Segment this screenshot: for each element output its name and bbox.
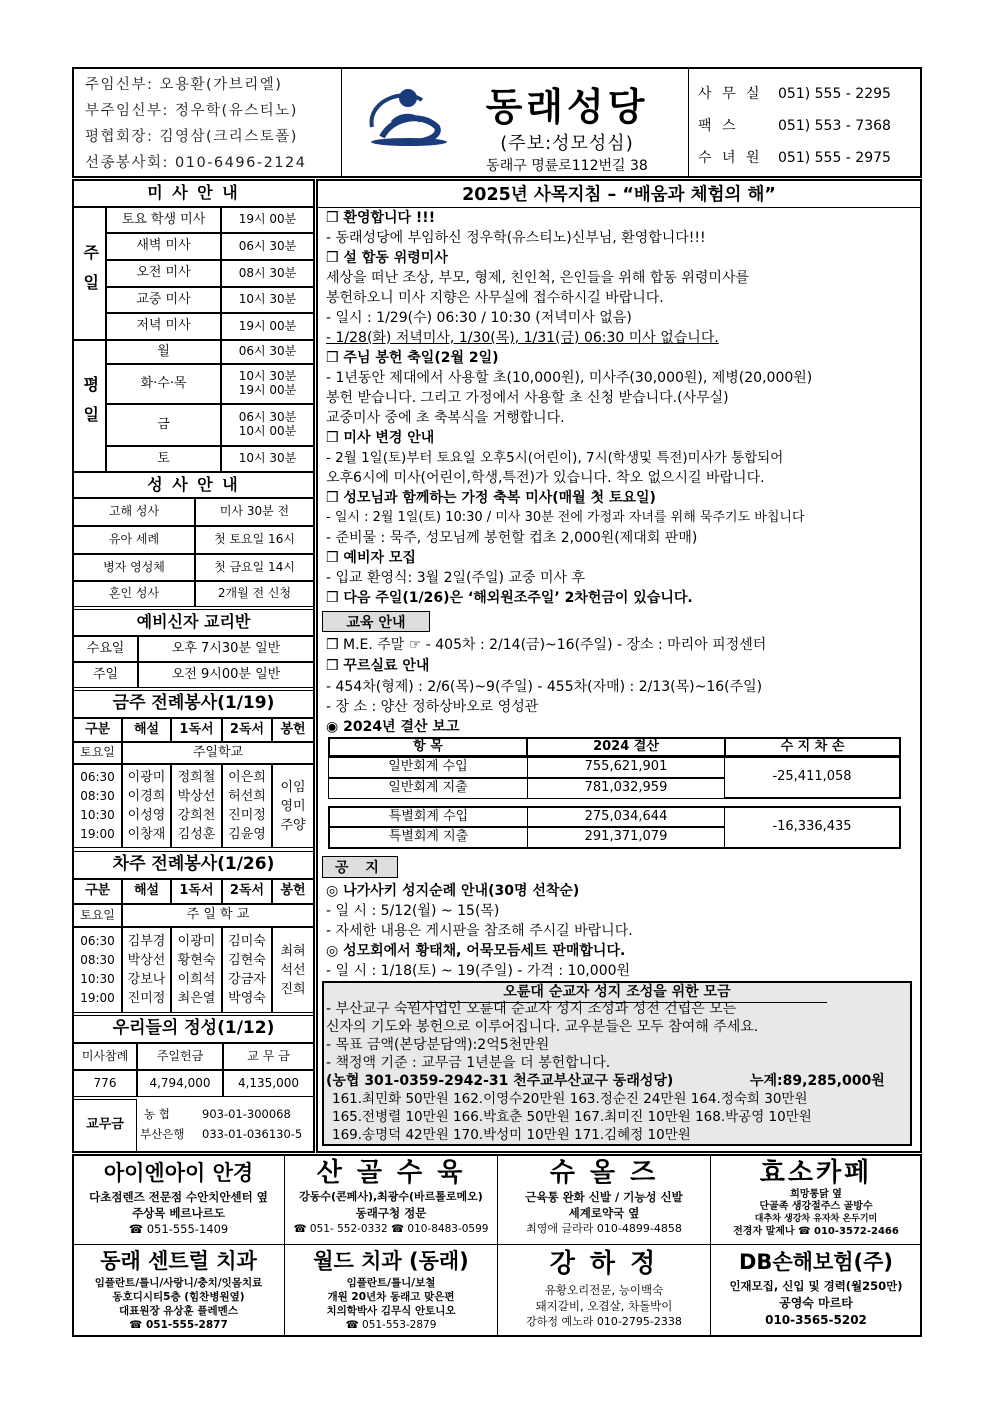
ad-cafe-line2: 단골족 생강절주스 골방수	[759, 1201, 873, 1212]
sunday-mass-1-time: 19시 00분	[221, 207, 314, 233]
ad-sangol	[286, 1157, 496, 1243]
ad-shoes-line1: 근육통 완화 신발 / 기능성 신발	[525, 1190, 683, 1204]
ad-central-line1: 임플란트/틀니/사랑니/충치/잇몸치료	[94, 1277, 263, 1289]
settle-gen-in-val: 755,621,901	[527, 757, 725, 778]
ad-shoes-line3: 최영애 글라라 010-4899-4858	[526, 1222, 682, 1235]
fund-criteria: - 책정액 기준 : 교무금 1년분을 더 봉헌합니다.	[326, 1055, 611, 1071]
ad-insurance-line3: 010-3565-5202	[765, 1313, 867, 1327]
ad-glasses	[74, 1157, 283, 1243]
altar-this-col1: 이광미 이경희 이성영 이창재	[122, 764, 171, 848]
weekday-4: 토	[106, 446, 221, 472]
funeral-service-line: 선종봉사회: 010-6496-2124	[85, 155, 307, 171]
pastor-line: 주임신부: 오용환(가브리엘)	[85, 77, 283, 93]
sale-date: - 일 시 : 1/18(토) ~ 19(주일) - 가격 : 10,000원	[326, 963, 631, 979]
sunday-mass-3-time: 08시 30분	[221, 260, 314, 287]
catechumen-day-1: 수요일	[73, 636, 138, 662]
ad-central-line3: 대표원장 유상훈 플레멘스	[119, 1305, 238, 1317]
ad-insurance-line2: 공영숙 마르타	[779, 1296, 853, 1310]
ad-cafe	[712, 1157, 920, 1243]
header-contacts	[698, 78, 918, 174]
sacrament-1-info: 미사 30분 전	[195, 498, 314, 526]
altar-next-offer: 최혀 석선 진희	[272, 927, 314, 1013]
weekday-4-time: 10시 30분	[221, 446, 314, 472]
ad-shoes-title: 슈 올 즈	[549, 1158, 659, 1188]
offerings-v2: 4,135,000	[223, 1070, 314, 1097]
ad-glasses-title: 아이엔아이 안경	[103, 1161, 254, 1185]
ad-cafe-line3: 대추차 생강차 유자차 온두기미	[754, 1214, 878, 1224]
welcome-text: - 동래성당에 부임하신 정우학(유스티노)신부님, 환영합니다!!!	[326, 230, 706, 246]
weekday-3: 금	[106, 404, 221, 446]
sunday-label: 주일	[73, 207, 106, 340]
altar-this-offer: 이임 영미 주양	[272, 764, 314, 848]
sunday-mass-4: 교중 미사	[106, 287, 221, 313]
fax-number: 051) 553 - 7368	[778, 118, 891, 134]
offerings-h0: 미사참례	[73, 1043, 137, 1070]
mass-change-text-2: 오후6시에 미사(어린이,학생,특전)가 있습니다. 착오 없으시길 바랍니다.	[326, 470, 765, 486]
fund-donors-2: 165.전병렬 10만원 166.박효춘 50만원 167.최미진 10만원 168.박공영 10만원	[332, 1109, 812, 1125]
settle-spec-in-val: 275,034,644	[527, 806, 725, 827]
weekday-2-time: 10시 30분 19시 00분	[221, 364, 314, 404]
cursillo-heading: ❒ 꾸르실료 안내	[326, 658, 430, 674]
altar-this-h1: 해설	[122, 718, 171, 742]
header-left	[85, 72, 335, 176]
me-weekend: ❒ M.E. 주말 ☞ - 405차 : 2/14(금)~16(주일) - 장소 : 마리아 피정센터	[326, 637, 767, 653]
bank1-name: 농 협	[144, 1107, 170, 1121]
church-dues-label: 교무금	[73, 1099, 137, 1152]
sunday-mass-2-time: 06시 30분	[221, 233, 314, 260]
mass-change-text-1: - 2월 1일(토)부터 토요일 오후5시(어린이), 7시(학생및 특전)미사가 통합되어	[326, 450, 784, 466]
sacrament-3: 병자 영성체	[73, 554, 195, 581]
altar-next-sat-label: 토요일	[73, 904, 122, 927]
ad-central-dental	[74, 1246, 283, 1335]
presentation-text-1: - 1년동안 제대에서 사용할 초(10,000원), 미사주(30,000원), 제병(20,000원)	[326, 370, 813, 386]
memorial-heading: ❒ 설 합동 위령미사	[326, 250, 448, 266]
sunday-mass-1: 토요 학생 미사	[106, 207, 221, 233]
ad-world-line4: ☎ 051-553-2879	[345, 1319, 437, 1331]
church-name: 동래성당	[485, 85, 649, 129]
assistant-pastor-line: 부주임신부: 정우학(유스티노)	[85, 103, 298, 119]
sunday-mass-5-time: 19시 00분	[221, 313, 314, 340]
cursillo-dates: - 454차(형제) : 2/6(목)~9(주일) - 455차(자매) : 2/13(목)~16(주일)	[326, 679, 763, 695]
ad-world-dental	[286, 1246, 496, 1335]
ad-sangol-line3: ☎ 051- 552-0332 ☎ 010-8483-0599	[293, 1223, 489, 1235]
settle-spec-out-val: 291,371,079	[527, 827, 725, 849]
education-section-title: 교육 안내	[322, 611, 430, 632]
next-sunday-notice: ❒ 다음 주일(1/26)은 ‘해외원조주일’ 2차헌금이 있습니다.	[326, 590, 693, 606]
offerings-v1: 4,794,000	[137, 1070, 223, 1097]
catechumen-title: 예비신자 교리반	[73, 609, 314, 636]
fund-text-1: - 부산교구 숙원사업인 오륜대 순교자 성지 조성과 성전 건립은 모든	[326, 1001, 737, 1017]
ad-sangol-line1: 강동수(콘페사),최광수(바르톨로메오)	[299, 1190, 483, 1203]
catechumen-time-2: 오전 9시00분 일반	[138, 662, 314, 688]
weekday-1: 월	[106, 340, 221, 364]
presentation-heading: ❒ 주님 봉헌 축일(2월 2일)	[326, 350, 499, 366]
altar-next-title: 차주 전례봉사(1/26)	[73, 851, 314, 879]
family-mass-prep: - 준비물 : 묵주, 성모님께 봉헌할 컵초 2,000원(제대회 판매)	[326, 530, 698, 546]
catechumen-time-1: 오후 7시30분 일반	[138, 636, 314, 662]
ad-sangol-line2: 동래구청 정문	[355, 1206, 427, 1220]
office-number: 051) 555 - 2295	[778, 86, 891, 102]
ad-central-title: 동래 센트럴 치과	[100, 1249, 257, 1273]
settlement-heading: ◉ 2024년 결산 보고	[326, 719, 460, 735]
ad-insurance-title: DB손해보험(주)	[738, 1250, 894, 1274]
mass-change-heading: ❒ 미사 변경 안내	[326, 430, 435, 446]
settle-h2: 수 지 차 손	[724, 737, 901, 757]
ad-insurance-line1: 인재모집, 신입 및 경력(월250만)	[729, 1279, 903, 1293]
altar-this-times: 06:30 08:30 10:30 19:00	[73, 764, 122, 848]
fax-label: 팩 스	[698, 118, 739, 134]
nagasaki-info: - 자세한 내용은 게시판을 참조해 주시길 바랍니다.	[326, 923, 633, 939]
offerings-h2: 교 무 금	[223, 1043, 314, 1070]
memorial-date: - 일시 : 1/29(수) 06:30 / 10:30 (저녁미사 없음)	[326, 310, 632, 326]
sacrament-4-info: 2개월 전 신청	[195, 581, 314, 607]
offerings-h1: 주일헌금	[137, 1043, 223, 1070]
ad-restaurant	[499, 1246, 709, 1335]
sunday-mass-5: 저녁 미사	[106, 313, 221, 340]
sunday-mass-3: 오전 미사	[106, 260, 221, 287]
altar-next-h4: 봉헌	[272, 879, 314, 904]
altar-next-h2: 1독서	[171, 879, 222, 904]
settle-gen-out: 일반회계 지출	[328, 778, 528, 799]
ad-shoes	[499, 1157, 709, 1243]
sacrament-2: 유아 세례	[73, 526, 195, 554]
weekday-1-time: 06시 30분	[221, 340, 314, 364]
church-address: 동래구 명륜로112번길 38	[486, 158, 648, 174]
ad-glasses-line1: 다초점렌즈 전문점 수안치안센터 옆	[89, 1190, 268, 1204]
presentation-text-3: 교중미사 중에 초 축복식을 거행합니다.	[326, 410, 565, 426]
family-mass-text: - 일시 : 2월 1일(토) 10:30 / 미사 30분 전에 가정과 자녀를 위해 묵주기도 바칩니다	[326, 510, 805, 525]
settle-gen-out-val: 781,032,959	[527, 778, 725, 799]
nagasaki-date: - 일 시 : 5/12(월) ~ 15(목)	[326, 903, 500, 919]
altar-next-col1: 김부경 박상선 강보나 진미정	[122, 927, 171, 1013]
altar-this-sat-label: 토요일	[73, 742, 122, 764]
ad-glasses-line3: ☎ 051-555-1409	[128, 1222, 229, 1236]
presentation-text-2: 봉헌 받습니다. 그리고 가정에서 사용할 초 신청 받습니다.(사무실)	[326, 390, 729, 406]
memorial-no-mass: - 1/28(화) 저녁미사, 1/30(목), 1/31(금) 06:30 미사 없습니다.	[326, 330, 719, 346]
altar-this-title: 금주 전례봉사(1/19)	[73, 690, 314, 718]
ad-restaurant-line1: 유황오리전문, 능이백숙	[544, 1283, 664, 1297]
office-label: 사 무 실	[698, 86, 763, 102]
convent-number: 051) 555 - 2975	[778, 150, 891, 166]
catechumen-text: - 입교 환영식: 3월 2일(주일) 교중 미사 후	[326, 570, 585, 586]
offerings-title: 우리들의 정성(1/12)	[73, 1015, 314, 1043]
ad-shoes-line2: 세계로약국 옆	[568, 1206, 640, 1220]
bank-accounts	[140, 1104, 312, 1144]
altar-next-col3: 김미숙 김현숙 강금자 박영숙	[222, 927, 272, 1013]
fund-text-2: 신자의 기도와 봉헌으로 이루어집니다. 교우분들은 모두 참여해 주세요.	[326, 1019, 759, 1035]
fund-title: 오륜대 순교자 성지 조성을 위한 모금	[407, 983, 827, 1003]
settle-gen-diff: -25,411,058	[724, 757, 901, 799]
council-president-line: 평협회장: 김영삼(크리스토폴)	[85, 129, 298, 145]
family-mass-heading: ❒ 성모님과 함께하는 가정 축복 미사(매월 첫 토요일)	[326, 490, 656, 506]
fund-account: (농협 301-0359-2942-31 천주교부산교구 동래성당)	[326, 1073, 674, 1089]
catechumen-day-2: 주일	[73, 662, 138, 688]
ad-sangol-title: 산 골 수 육	[316, 1158, 466, 1188]
altar-next-sat-value: 주 일 학 교	[122, 904, 314, 927]
ad-central-line4: ☎ 051-555-2877	[129, 1319, 228, 1331]
welcome-heading: ❒ 환영합니다 !!!	[326, 210, 436, 226]
memorial-text-2: 봉헌하오니 미사 지향은 사무실에 접수하시길 바랍니다.	[326, 290, 664, 306]
sacrament-4: 혼인 성사	[73, 581, 195, 607]
ad-cafe-line1: 희망통닭 옆	[790, 1189, 842, 1200]
altar-this-h3: 2독서	[222, 718, 272, 742]
settle-h0: 항 목	[328, 737, 528, 757]
altar-next-col2: 이광미 황현숙 이희석 최은열	[171, 927, 222, 1013]
sacrament-3-info: 첫 금요일 14시	[195, 554, 314, 581]
settle-spec-diff: -16,336,435	[724, 806, 901, 849]
main-title: 2025년 사목지침 – “배움과 체험의 해”	[462, 185, 776, 205]
cursillo-place: - 장 소 : 양산 정하상바오로 영성관	[326, 699, 539, 715]
weekday-3-time: 06시 30분 10시 00분	[221, 404, 314, 446]
sunday-mass-4-time: 10시 30분	[221, 287, 314, 313]
fund-target: - 목표 금액(본당분담액):2억5천만원	[326, 1037, 550, 1053]
bank2-number: 033-01-036130-5	[202, 1127, 303, 1141]
altar-this-sat-value: 주일학교	[122, 742, 314, 764]
ad-cafe-title: 효소카페	[759, 1158, 873, 1188]
ad-central-line2: 동호디시티5층 (힘찬병원옆)	[112, 1291, 245, 1303]
mass-title: 미 사 안 내	[73, 180, 314, 207]
bank2-name: 부산은행	[140, 1127, 185, 1141]
settlement-table	[328, 737, 901, 849]
altar-next-times: 06:30 08:30 10:30 19:00	[73, 927, 122, 1013]
ad-world-title: 월드 치과 (동래)	[313, 1249, 469, 1273]
ad-world-line1: 임플란트/틀니/보철	[346, 1277, 436, 1289]
altar-this-col2: 정희철 박상선 강희천 김성훈	[171, 764, 222, 848]
notice-section-title: 공 지	[322, 856, 398, 878]
church-logo	[362, 82, 452, 152]
weekday-2: 화·수·목	[106, 364, 221, 404]
ad-world-line3: 치의학박사 김무식 안토니오	[326, 1305, 456, 1317]
ad-glasses-line2: 주상목 베르나르도	[132, 1206, 225, 1220]
sale-heading: ◎ 성모회에서 황태채, 어묵모듬세트 판매합니다.	[326, 943, 626, 959]
fund-donors-1: 161.최민화 50만원 162.이영수20만원 163.정순진 24만원 164.정숙희 30만원	[332, 1091, 808, 1107]
ad-insurance	[712, 1246, 920, 1335]
sacrament-1: 고해 성사	[73, 498, 195, 526]
altar-next-h3: 2독서	[222, 879, 272, 904]
sunday-mass-2: 새벽 미사	[106, 233, 221, 260]
memorial-text-1: 세상을 떠난 조상, 부모, 형제, 친인척, 은인들을 위해 합동 위령미사를	[326, 270, 749, 286]
settle-spec-out: 특별회계 지출	[328, 827, 528, 849]
catechumen-heading: ❒ 예비자 모집	[326, 550, 416, 566]
altar-this-h4: 봉헌	[272, 718, 314, 742]
convent-label: 수 녀 원	[698, 150, 763, 166]
fund-total: 누계:89,285,000원	[750, 1073, 885, 1089]
settle-spec-in: 특별회계 수입	[328, 806, 528, 827]
settle-gen-in: 일반회계 수입	[328, 757, 528, 778]
ad-restaurant-line2: 돼지갈비, 오겹살, 차돌박이	[535, 1299, 673, 1313]
ad-world-line2: 개원 20년차 동래고 맞은편	[327, 1291, 455, 1303]
ad-restaurant-title: 강 하 정	[549, 1249, 659, 1279]
sacraments-title: 성 사 안 내	[73, 472, 314, 498]
altar-this-h2: 1독서	[171, 718, 222, 742]
nagasaki-heading: ◎ 나가사키 성지순례 안내(30명 선착순)	[326, 883, 580, 899]
ad-restaurant-line3: 강하정 예노라 010-2795-2338	[526, 1315, 682, 1328]
offerings-v0: 776	[73, 1070, 137, 1097]
settle-h1: 2024 결산	[526, 737, 726, 757]
altar-this-col3: 이은희 허선희 진미정 김윤영	[222, 764, 272, 848]
altar-next-h1: 해설	[122, 879, 171, 904]
ad-cafe-line4: 전경자 말제나 ☎ 010-3572-2466	[733, 1226, 899, 1237]
sacrament-2-info: 첫 토요일 16시	[195, 526, 314, 554]
bank1-number: 903-01-300068	[202, 1107, 291, 1121]
church-patron: (주보:성모성심)	[500, 133, 634, 154]
altar-next-h0: 구분	[73, 879, 122, 904]
altar-this-h0: 구분	[73, 718, 122, 742]
fund-donors-3: 169.송명덕 42만원 170.박성미 10만원 171.김혜정 10만원	[332, 1127, 691, 1143]
weekday-label: 평일	[73, 340, 106, 472]
